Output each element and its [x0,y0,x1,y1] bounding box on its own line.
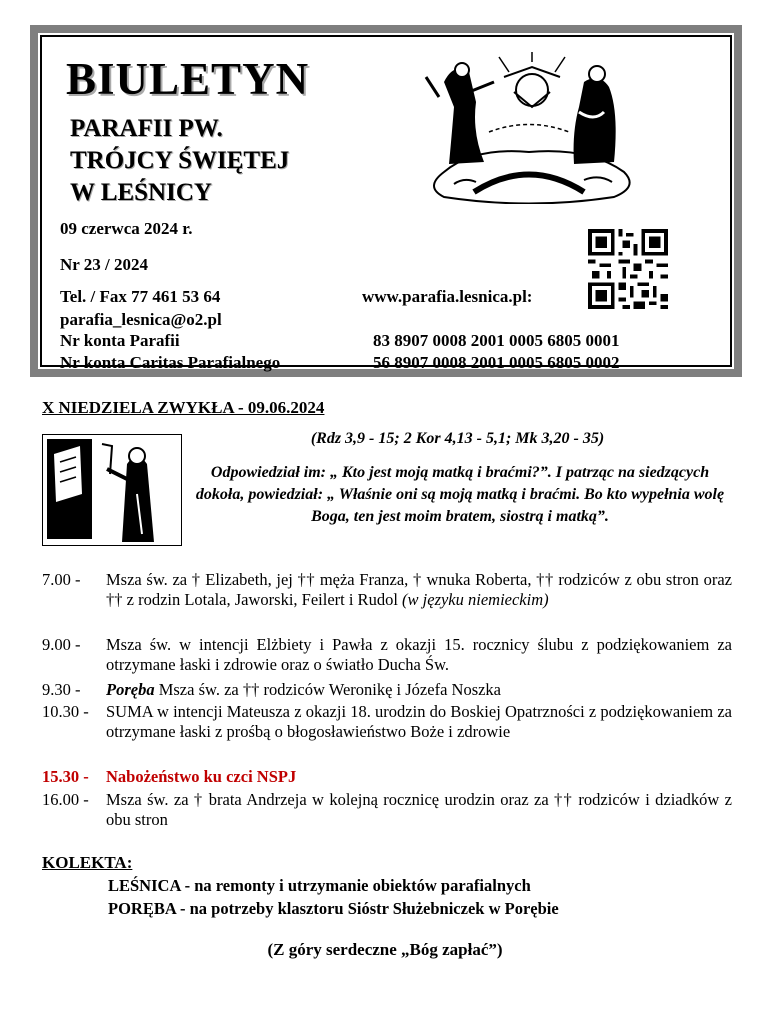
mass-item-1530 [42,767,732,787]
mass-item-0900 [42,635,732,675]
mass-item-0930 [42,680,732,700]
mass-time: 15.30 - [42,767,89,786]
service-name: Nabożeństwo ku czci NSPJ [106,767,297,786]
mass-place: Poręba [106,680,155,699]
mass-time: 16.00 - [42,790,89,809]
mass-time: 10.30 - [42,702,89,721]
bulletin-title: BIULETYN [66,54,310,104]
bulletin-date: 09 czerwca 2024 r. [60,219,193,238]
sunday-heading: X NIEDZIELA ZWYKŁA - 09.06.2024 [42,398,325,417]
mass-item-1600 [42,790,732,830]
header-frame [30,25,742,377]
mass-time: 9.30 - [42,680,81,699]
phone-fax: Tel. / Fax 77 461 53 64 [60,287,221,306]
header-panel [38,33,734,372]
mass-intention: Msza św. w intencji Elżbiety i Pawła z okazji 15. rocznicy ślubu z podziękowaniem za otrzymane łaski i zdrowie oraz o światło Ducha Św. [106,635,732,674]
mass-time: 9.00 - [42,635,81,654]
subtitle-line-1: PARAFII PW. [70,115,223,142]
header-border [40,35,732,372]
mass-intention: Msza św. za † brata Andrzeja w kolejną rocznicę urodzin oraz za †† rodziców i dziadków z obu stron [106,790,732,829]
kolekta-lesnica: LEŚNICA - na remonty i utrzymanie obiektów parafialnych [108,876,531,895]
email-address[interactable]: parafia_lesnica@o2.pl [60,310,222,329]
gospel-woodcut-image [42,434,182,546]
website-link[interactable]: www.parafia.lesnica.pl: [362,287,533,306]
account-parish-number: 83 8907 0008 2001 0005 6805 0001 [373,331,620,350]
issue-number: Nr 23 / 2024 [60,255,148,274]
footer-thanks: (Z góry serdeczne „Bóg zapłać”) [267,940,503,959]
mass-intention: Msza św. za † Elizabeth, jej †† męża Franza, † wnuka Roberta, †† rodziców z obu stron oraz †† z rodzin Lotala, Jaworski, Feilert i Rudol [106,570,732,609]
kolekta-heading: KOLEKTA: [42,853,133,872]
subtitle-line-3: W LEŚNICY [70,179,212,206]
account-caritas-number: 56 8907 0008 2001 0005 6805 0002 [373,353,620,372]
mass-item-0700 [42,570,732,610]
subtitle-line-2: TRÓJCY ŚWIĘTEJ [70,147,290,174]
mass-intention: Msza św. za †† rodziców Weronikę i Józefa Noszka [158,680,502,699]
account-caritas-label: Nr konta Caritas Parafialnego [60,353,281,372]
gospel-quote: Odpowiedział im: „ Kto jest moją matką i braćmi?”. I patrząc na siedzących dokoła, powiedział: „ Właśnie oni są moją matką i braćmi. Bo kto wypełnia wolę Boga, ten jest moim bratem, siostrą i matką”. [195,464,725,525]
mass-item-1030 [42,702,732,742]
readings-reference: (Rdz 3,9 - 15; 2 Kor 4,13 - 5,1; Mk 3,20 - 35) [310,430,605,447]
mass-language-note: (w języku niemieckim) [402,590,549,609]
mass-time: 7.00 - [42,570,81,589]
kolekta-poreba: PORĘBA - na potrzeby klasztoru Sióstr Służebniczek w Porębie [108,899,559,918]
trinity-illustration [414,52,644,204]
account-parish-label: Nr konta Parafii [60,331,180,350]
mass-intention: SUMA w intencji Mateusza z okazji 18. urodzin do Boskiej Opatrzności z podziękowaniem za otrzymane łaski z prośbą o błogosławieństwo Boże i zdrowie [106,702,732,741]
qr-code-icon [588,229,668,309]
